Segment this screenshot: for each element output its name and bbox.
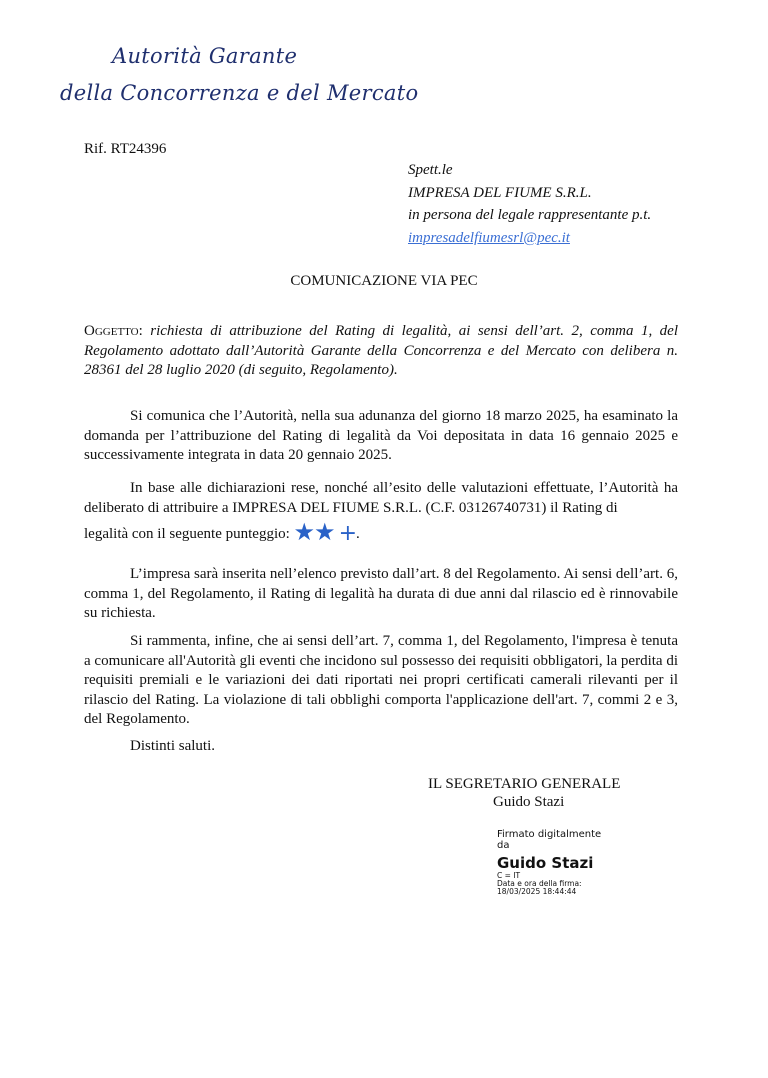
communication-title: COMUNICAZIONE VIA PEC <box>290 273 478 289</box>
recipient-block <box>408 159 651 249</box>
recipient-email-link[interactable]: impresadelfiumesrl@pec.it <box>408 229 570 246</box>
recipient-representative: in persona del legale rappresentante p.t. <box>408 207 652 223</box>
logo-line-2: della Concorrenza e del Mercato <box>60 81 419 105</box>
logo-line-1: Autorità Garante <box>112 44 298 68</box>
digital-signed-label: Firmato digitalmente <box>497 829 602 840</box>
digital-date-label: Data e ora della firma: <box>497 879 582 888</box>
star-icon: ★★ <box>293 520 335 546</box>
paragraph-1: Si comunica che l’Autorità, nella sua adunanza del giorno 18 marzo 2025, ha esaminato la domanda per l’attribuzione del Rating di legalità da Voi depositata in data 16 gennaio 2025 e successivamente integrata in data 20 gennaio 2025. <box>84 408 678 464</box>
rating-suffix: . <box>356 526 360 542</box>
subject-text: richiesta di attribuzione del Rating di legalità, ai sensi dell’art. 2, comma 1, del Regolamento adottato dall’Autorità Garante della Concorrenza e del Mercato con delibera n. 28361 del 28 luglio 2020 (di seguito, Regolamento). <box>84 323 679 379</box>
digital-date-value: 18/03/2025 18:44:44 <box>497 887 577 896</box>
recipient-salutation: Spett.le <box>408 162 453 178</box>
reference-number: Rif. RT24396 <box>84 141 167 157</box>
signature-name: Guido Stazi <box>493 794 565 810</box>
rating-line <box>84 518 360 547</box>
paragraph-2: In base alle dichiarazioni rese, nonché all’esito delle valutazioni effettuate, l’Autorità ha deliberato di attribuire a IMPRESA DEL FIUME S.R.L. (C.F. 03126740731) il Rating di <box>84 480 678 516</box>
subject-label: Oggetto: <box>84 323 143 339</box>
paragraph-3: L’impresa sarà inserita nell’elenco previsto dall’art. 8 del Regolamento. Ai sensi dell’art. 6, comma 1, del Regolamento, il Rating di legalità ha durata di due anni dal rilascio ed è rinnovabile su richiesta. <box>84 566 678 622</box>
signature-title: IL SEGRETARIO GENERALE <box>428 776 621 792</box>
rating-score <box>294 520 356 546</box>
digital-signature-stamp <box>497 829 601 896</box>
digital-signer-name: Guido Stazi <box>497 854 594 872</box>
rating-prefix: legalità con il seguente punteggio: <box>84 526 290 542</box>
paragraph-4: Si rammenta, infine, che ai sensi dell’art. 7, comma 1, del Regolamento, l'impresa è tenuta a comunicare all'Autorità gli eventi che incidono sul possesso dei requisiti obbligatori, la perdita di requisiti premiali e le variazioni dei dati riportati nei propri certificati camerali rilevanti per il rilascio del Rating. La violazione di tali obblighi comporta l'applicazione dell'art. 7, commi 2 e 3, del Regolamento. <box>84 633 678 728</box>
plus-icon: + <box>338 521 356 546</box>
closing-greeting: Distinti saluti. <box>130 738 216 754</box>
digital-country: C = IT <box>497 871 521 880</box>
subject-paragraph <box>84 322 678 381</box>
recipient-company: IMPRESA DEL FIUME S.R.L. <box>408 184 592 201</box>
digital-signed-by: da <box>497 840 510 851</box>
